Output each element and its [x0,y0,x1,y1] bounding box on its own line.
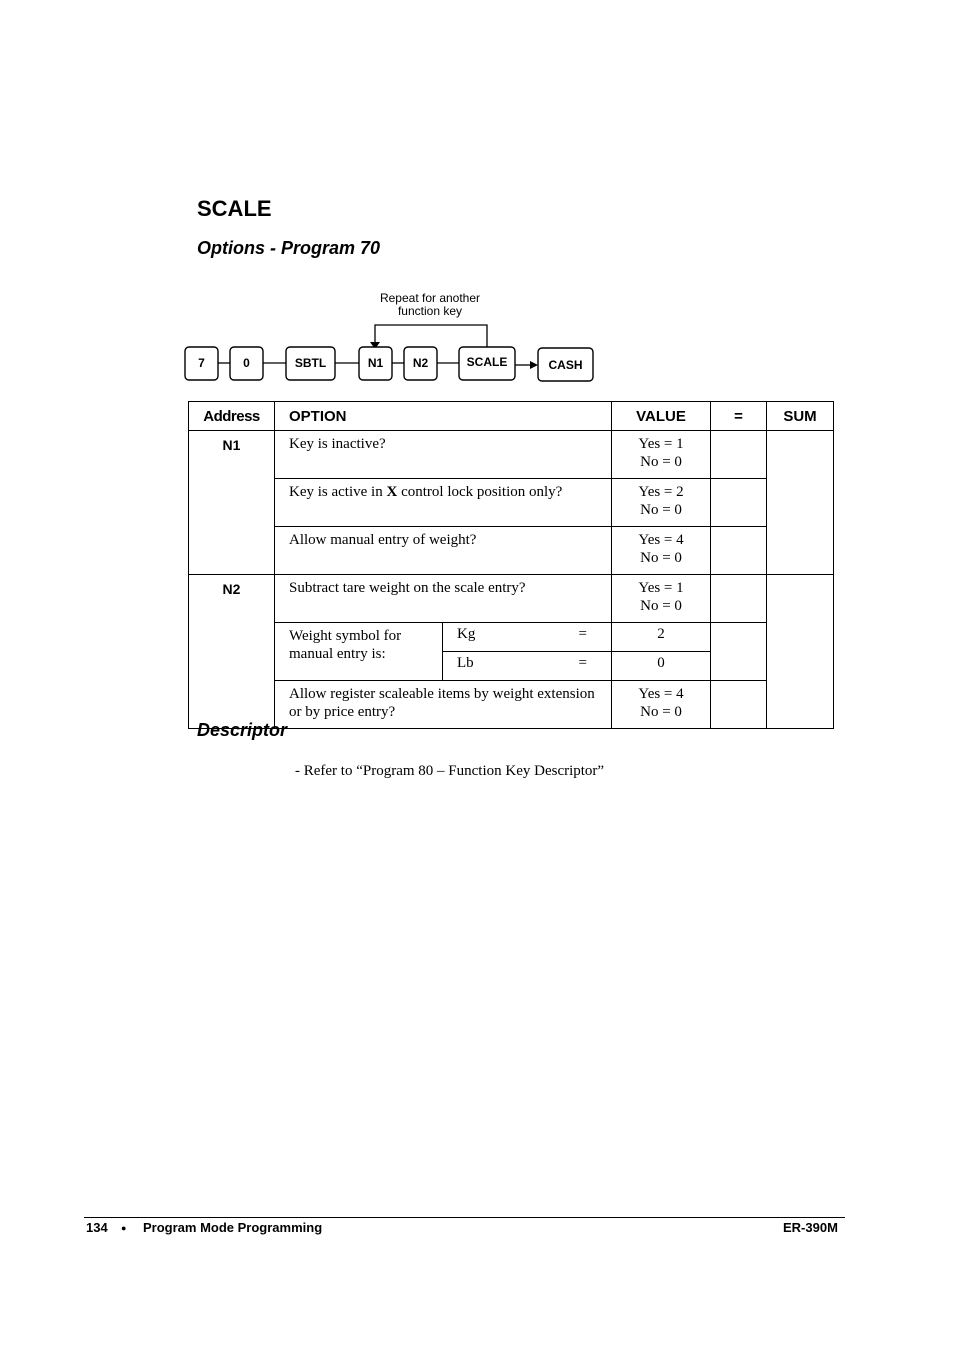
value-yes: Yes = 1 [638,580,684,596]
option-text-pre: Key is active in [289,484,387,500]
unit-lb-value: 0 [612,652,711,681]
header-address: Address [189,402,275,431]
value-yes: Yes = 4 [638,686,684,702]
options-table [188,401,834,729]
unit-kg [443,623,612,652]
value-yes: Yes = 4 [638,532,684,548]
table-row [189,431,834,479]
option-text-post: control lock position only? [397,484,563,500]
equals-cell [711,681,767,729]
value-cell [612,431,711,479]
key-label: SCALE [466,355,508,369]
key-label: N1 [367,356,384,370]
unit-lb-label: Lb [457,655,474,671]
key-cash [538,348,593,381]
equals-cell [711,575,767,623]
key-label: CASH [548,358,583,372]
header-sum: SUM [767,402,834,431]
value-no: No = 0 [640,502,682,518]
value-cell [612,479,711,527]
equals-cell [711,479,767,527]
footer-bullet: ● [121,1223,127,1233]
sum-cell-n2 [767,575,834,729]
value-yes: Yes = 1 [638,436,684,452]
value-no: No = 0 [640,704,682,720]
footer-divider [84,1217,845,1218]
repeat-note-line1: Repeat for another [379,291,481,305]
table-row [189,623,834,652]
key-label: 0 [243,356,250,370]
unit-lb [443,652,612,681]
table-row [189,479,834,527]
header-option: OPTION [275,402,612,431]
value-no: No = 0 [640,550,682,566]
equals-cell [711,527,767,575]
value-cell [612,681,711,729]
table-header-row [189,402,834,431]
sum-cell-n1 [767,431,834,575]
unit-kg-equals: = [578,626,588,642]
header-value: VALUE [612,402,711,431]
table-row [189,527,834,575]
equals-cell [711,431,767,479]
key-sequence-diagram [180,288,610,388]
key-n2 [404,347,437,380]
unit-lb-equals: = [578,655,588,671]
descriptor-text: - Refer to “Program 80 – Function Key Descriptor” [295,763,605,779]
key-sbtl [286,347,335,380]
footer-page-number: 134 [86,1220,108,1235]
key-label: 7 [198,356,205,370]
address-n2: N2 [189,575,275,729]
unit-kg-value: 2 [612,623,711,652]
key-n1 [359,347,392,380]
footer-section: Program Mode Programming [143,1220,323,1235]
cash-arrow-head [530,361,538,369]
descriptor-heading: Descriptor [197,720,288,740]
table-row [189,575,834,623]
key-scale [459,347,515,380]
weight-symbol-label: Weight symbol for manual entry is: [275,623,443,681]
footer-model: ER-390M [783,1220,838,1235]
value-cell [612,575,711,623]
option-text-bold: X [386,484,398,500]
value-cell [612,527,711,575]
key-label: SBTL [294,356,327,370]
section-subtitle: Options - Program 70 [197,238,381,258]
repeat-loop-line [375,325,487,347]
key-label: N2 [412,356,429,370]
address-n1: N1 [189,431,275,575]
value-yes: Yes = 2 [638,484,684,500]
option-text: Allow register scaleable items by weight extension or by price entry? [275,681,612,729]
option-text: Subtract tare weight on the scale entry? [275,575,612,623]
key-0 [230,347,263,380]
key-7 [185,347,218,380]
option-text: Key is inactive? [275,431,612,479]
repeat-note-line2: function key [397,304,463,318]
value-no: No = 0 [640,454,682,470]
option-text [275,479,612,527]
equals-cell [711,623,767,681]
value-no: No = 0 [640,598,682,614]
option-text: Allow manual entry of weight? [275,527,612,575]
unit-kg-label: Kg [457,626,476,642]
page-title: SCALE [197,196,272,221]
header-equals: = [711,402,767,431]
